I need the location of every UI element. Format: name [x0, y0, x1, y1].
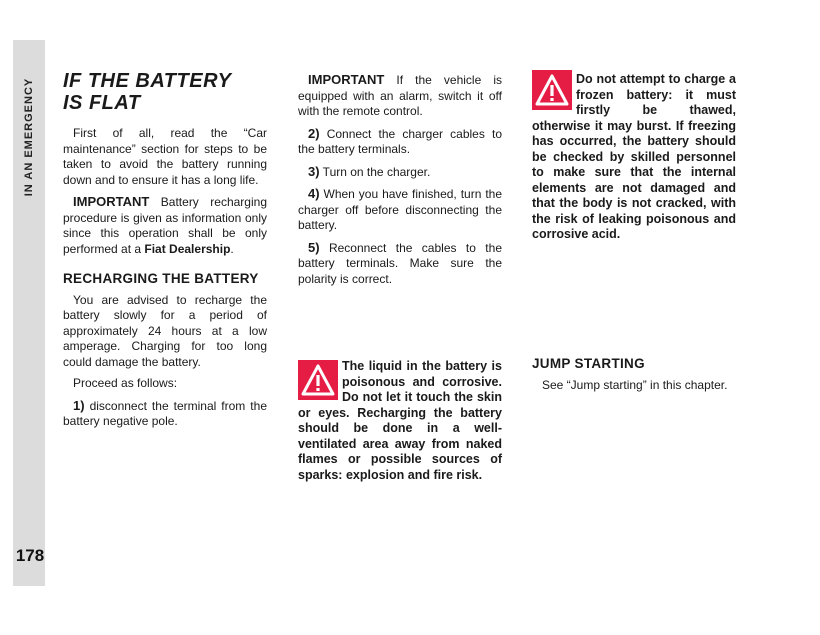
frozen-battery-warning: Do not attempt to charge a frozen battery: it must firstly be thawed, otherwise it may burst. If freezing has occurred, the battery should be checked by skilled personnel to make sure that the internal elements are not damaged and that the body is not cracked, with the risk of leaking poisonous and corrosive acid. — [532, 72, 736, 241]
recharge-paragraph: You are advised to recharge the battery slowly for a period of approximately 24 hours at a low amperage. Charging for too long could damage the battery. — [63, 292, 267, 369]
step-1: 1) disconnect the terminal from the battery negative pole. — [63, 397, 267, 428]
recharging-heading: RECHARGING THE BATTERY — [63, 271, 259, 286]
column-2 — [298, 72, 502, 293]
step-2: 2) Connect the charger cables to the battery terminals. — [298, 125, 502, 156]
step-4: 4) When you have finished, turn the charger off before disconnecting the battery. — [298, 186, 502, 232]
column-3-jump — [532, 356, 742, 399]
battery-liquid-warning: The liquid in the battery is poisonous and corrosive. Do not let it touch the skin or eyes. Recharging the battery should be done in a well-ventilated area away from naked flames or possible sources of sparks: explosion and fire risk. — [298, 359, 502, 482]
column-1 — [63, 70, 267, 436]
page-number: 178 — [15, 546, 45, 565]
jump-starting-heading: JUMP STARTING — [532, 356, 645, 371]
step-3: 3) Turn on the charger. — [308, 163, 431, 179]
step-5: 5) Reconnect the cables to the battery terminals. Make sure the polarity is correct. — [298, 239, 502, 286]
intro-paragraph: First of all, read the “Car maintenance” section for steps to be taken to avoid the battery running down and to ensure it has a long life. — [63, 126, 267, 187]
page-title: IF THE BATTERY IS FLAT — [63, 70, 232, 114]
section-label: IN AN EMERGENCY — [23, 77, 35, 197]
proceed-paragraph: Proceed as follows: — [73, 376, 178, 390]
important-alarm-note: IMPORTANT If the vehicle is equipped with an alarm, switch it off with the remote control. — [298, 72, 502, 118]
important-note: IMPORTANT Battery recharging procedure is given as information only since this operation shall be only performed at a Fiat Dealership. — [63, 194, 267, 256]
jump-starting-text: See “Jump starting” in this chapter. — [542, 377, 728, 392]
